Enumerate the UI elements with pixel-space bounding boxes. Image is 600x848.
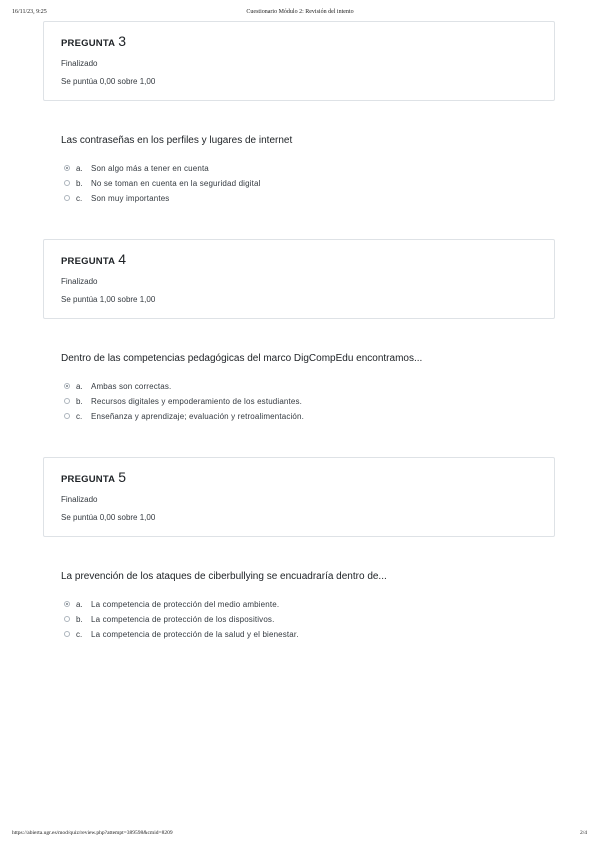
answer-letter: a. — [76, 164, 83, 173]
print-date: 16/11/23, 9:25 — [12, 9, 47, 15]
answer-letter: c. — [76, 630, 83, 639]
radio-unselected-icon[interactable] — [64, 180, 70, 186]
radio-unselected-icon[interactable] — [64, 413, 70, 419]
radio-unselected-icon[interactable] — [64, 195, 70, 201]
answer-text: La competencia de protección de los dispositivos. — [91, 615, 275, 624]
question-text-5: La prevención de los ataques de ciberbullying se encuadraría dentro de... — [61, 571, 387, 582]
answer-text: Son algo más a tener en cuenta — [91, 164, 209, 173]
answer-letter: b. — [76, 615, 83, 624]
answer-letter: a. — [76, 600, 83, 609]
print-page-number: 2/4 — [579, 830, 587, 836]
answer-text: Enseñanza y aprendizaje; evaluación y retroalimentación. — [91, 412, 304, 421]
question-info-card-4 — [43, 239, 555, 319]
question-text-3: Las contraseñas en los perfiles y lugares de internet — [61, 135, 293, 146]
question-state: Finalizado — [61, 59, 98, 68]
question-grade: Se puntúa 1,00 sobre 1,00 — [61, 295, 156, 304]
answer-text: La competencia de protección de la salud y el bienestar. — [91, 630, 299, 639]
question-state: Finalizado — [61, 277, 98, 286]
print-header — [0, 9, 600, 19]
answer-text: Ambas son correctas. — [91, 382, 172, 391]
question-grade: Se puntúa 0,00 sobre 1,00 — [61, 77, 156, 86]
question-info-card-5 — [43, 457, 555, 537]
answer-letter: b. — [76, 397, 83, 406]
radio-unselected-icon[interactable] — [64, 631, 70, 637]
radio-selected-icon[interactable] — [64, 165, 70, 171]
question-title — [61, 251, 126, 269]
answer-text: La competencia de protección del medio ambiente. — [91, 600, 280, 609]
answer-text: Son muy importantes — [91, 194, 170, 203]
question-label: PREGUNTA — [61, 256, 116, 267]
radio-selected-icon[interactable] — [64, 601, 70, 607]
radio-selected-icon[interactable] — [64, 383, 70, 389]
question-number: 4 — [118, 251, 126, 267]
print-url: https://abierta.ugr.es/mod/quiz/review.php?attempt=389598&cmid=8209 — [12, 830, 173, 836]
question-number: 5 — [118, 469, 126, 485]
question-title — [61, 33, 126, 51]
question-grade: Se puntúa 0,00 sobre 1,00 — [61, 513, 156, 522]
question-title — [61, 469, 126, 487]
radio-unselected-icon[interactable] — [64, 398, 70, 404]
question-number: 3 — [118, 33, 126, 49]
answer-letter: a. — [76, 382, 83, 391]
answer-text: No se toman en cuenta en la seguridad digital — [91, 179, 261, 188]
question-info-card-3 — [43, 21, 555, 101]
question-label: PREGUNTA — [61, 38, 116, 49]
print-footer — [0, 830, 600, 840]
answer-text: Recursos digitales y empoderamiento de los estudiantes. — [91, 397, 303, 406]
question-label: PREGUNTA — [61, 474, 116, 485]
answer-letter: c. — [76, 194, 83, 203]
question-state: Finalizado — [61, 495, 98, 504]
answer-letter: b. — [76, 179, 83, 188]
answer-letter: c. — [76, 412, 83, 421]
radio-unselected-icon[interactable] — [64, 616, 70, 622]
question-text-4: Dentro de las competencias pedagógicas del marco DigCompEdu encontramos... — [61, 353, 423, 364]
print-page-title: Cuestionario Módulo 2: Revisión del intento — [246, 9, 354, 15]
